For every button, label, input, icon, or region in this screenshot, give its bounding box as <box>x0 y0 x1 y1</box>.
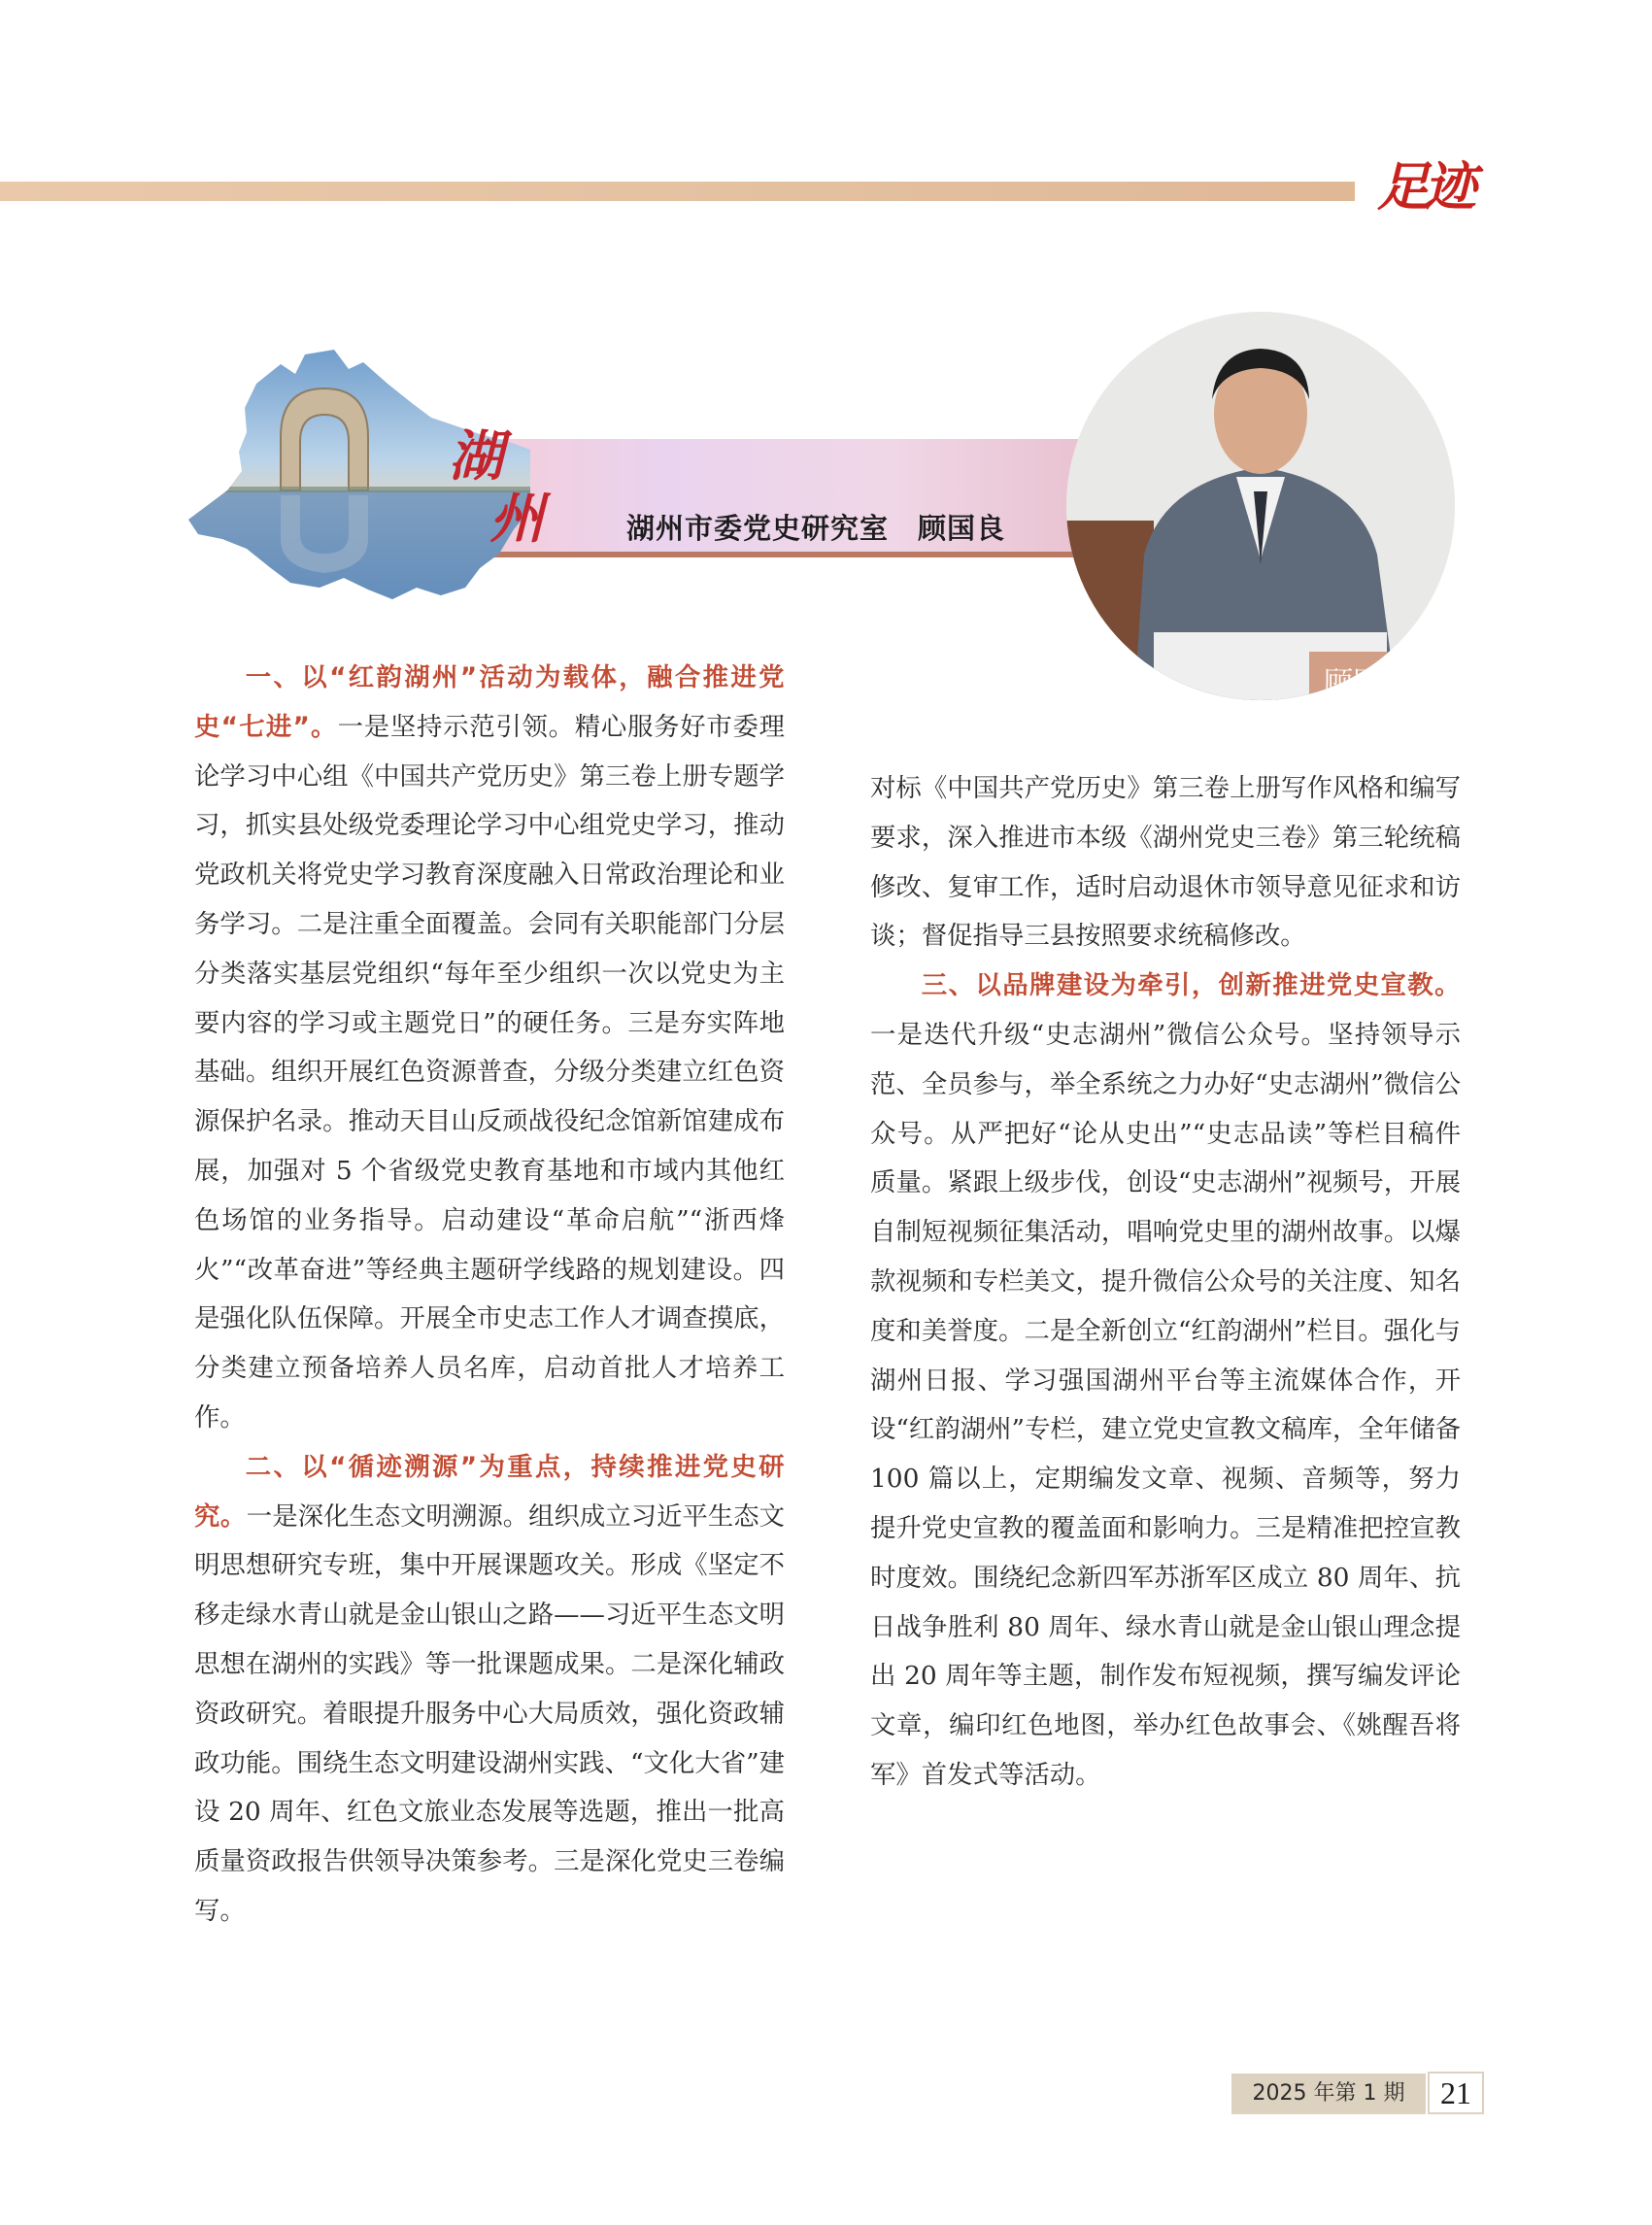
article-section-2-continued <box>870 764 1461 961</box>
issue-label: 2025 年第 1 期 <box>1231 2073 1426 2114</box>
column-logo: 足迹 <box>1377 155 1470 218</box>
section-body-2: 一是深化生态文明溯源。组织成立习近平生态文明思想研究专班，集中开展课题攻关。形成《坚定不移走绿水青山就是金山银山之路——习近平生态文明思想在湖州的实践》等一批课题成果。二是深化辅政资政研究。着眼提升服务中心大局质效，强化资政辅政功能。围绕生态文明建设湖州实践、“文化大省”建设 20 周年、红色文旅业态发展等选题，推出一批高质量资政报告供领导决策参考。三是深化党史三卷编写。 <box>194 1500 786 1926</box>
article-section-1 <box>194 654 785 1443</box>
article-section-2 <box>194 1443 785 1937</box>
author-byline: 湖州市委党史研究室 顾国良 <box>626 512 1006 545</box>
section-heading-3: 三、以品牌建设为牵引，创新推进党史宣教。 <box>921 970 1461 1001</box>
city-name-char-1: 湖 <box>449 424 503 489</box>
section-body-1: 一是坚持示范引领。精心服务好市委理论学习中心组《中国共产党历史》第三卷上册专题学习，抓实县处级党委理论学习中心组党史学习，推动党政机关将党史学习教育深度融入日常政治理论和业务学习。二是注重全面覆盖。会同有关职能部门分层分类落实基层党组织“每年至少组织一次以党史为主要内容的学习或主题党日”的硬任务。三是夯实阵地基础。组织开展红色资源普查，分级分类建立红色资源保护名录。推动天目山反顽战役纪念馆新馆建成布展，加强对 5 个省级党史教育基地和市域内其他红色场馆的业务指导。启动建设“革命启航”“浙西烽火”“改革奋进”等经典主题研学线路的规划建设。四是强化队伍保障。开展全市史志工作人才调查摸底，分类建立预备培养人员名库，启动首批人才培养工作。 <box>194 711 785 1433</box>
city-name-char-2: 州 <box>489 487 544 551</box>
section-body-2-continued: 对标《中国共产党历史》第三卷上册写作风格和编写要求，深入推进市本级《湖州党史三卷》第三轮统稿修改、复审工作，适时启动退休市领导意见征求和访谈；督促指导三县按照要求统稿修改。 <box>870 773 1461 952</box>
section-heading-1: 一、以“红韵湖州”活动为载体，融合推进党史“七进”。 <box>194 662 785 742</box>
page-number: 21 <box>1428 2072 1484 2114</box>
article-column-left <box>194 654 785 1937</box>
author-portrait <box>1066 312 1455 700</box>
article-section-3 <box>870 961 1461 1801</box>
section-heading-2: 二、以“循迹溯源”为重点，持续推进党史研究。 <box>194 1451 785 1532</box>
article-column-right <box>870 764 1461 1801</box>
portrait-caption: 顾国 <box>1324 666 1382 700</box>
city-name <box>449 425 556 550</box>
section-body-3: 一是迭代升级“史志湖州”微信公众号。坚持领导示范、全员参与，举全系统之力办好“史志湖州”微信公众号。从严把好“论从史出”“史志品读”等栏目稿件质量。紧跟上级步伐，创设“史志湖州”视频号，开展自制短视频征集活动，唱响党史里的湖州故事。以爆款视频和专栏美文，提升微信公众号的关注度、知名度和美誉度。二是全新创立“红韵湖州”栏目。强化与湖州日报、学习强国湖州平台等主流媒体合作，开设“红韵湖州”专栏，建立党史宣教文稿库，全年储备 100 篇以上，定期编发文章、视频、音频等，努力提升党史宣教的覆盖面和影响力。三是精准把控宣教时度效。围绕纪念新四军苏浙军区成立 80 周年、抗日战争胜利 80 周年、绿水青山就是金山银山理念提出 20 周年等主题，制作发布短视频，撰写编发评论文章，编印红色地图，举办红色故事会、《姚醒吾将军》首发式等活动。 <box>870 1019 1461 1790</box>
header-band <box>0 182 1355 201</box>
